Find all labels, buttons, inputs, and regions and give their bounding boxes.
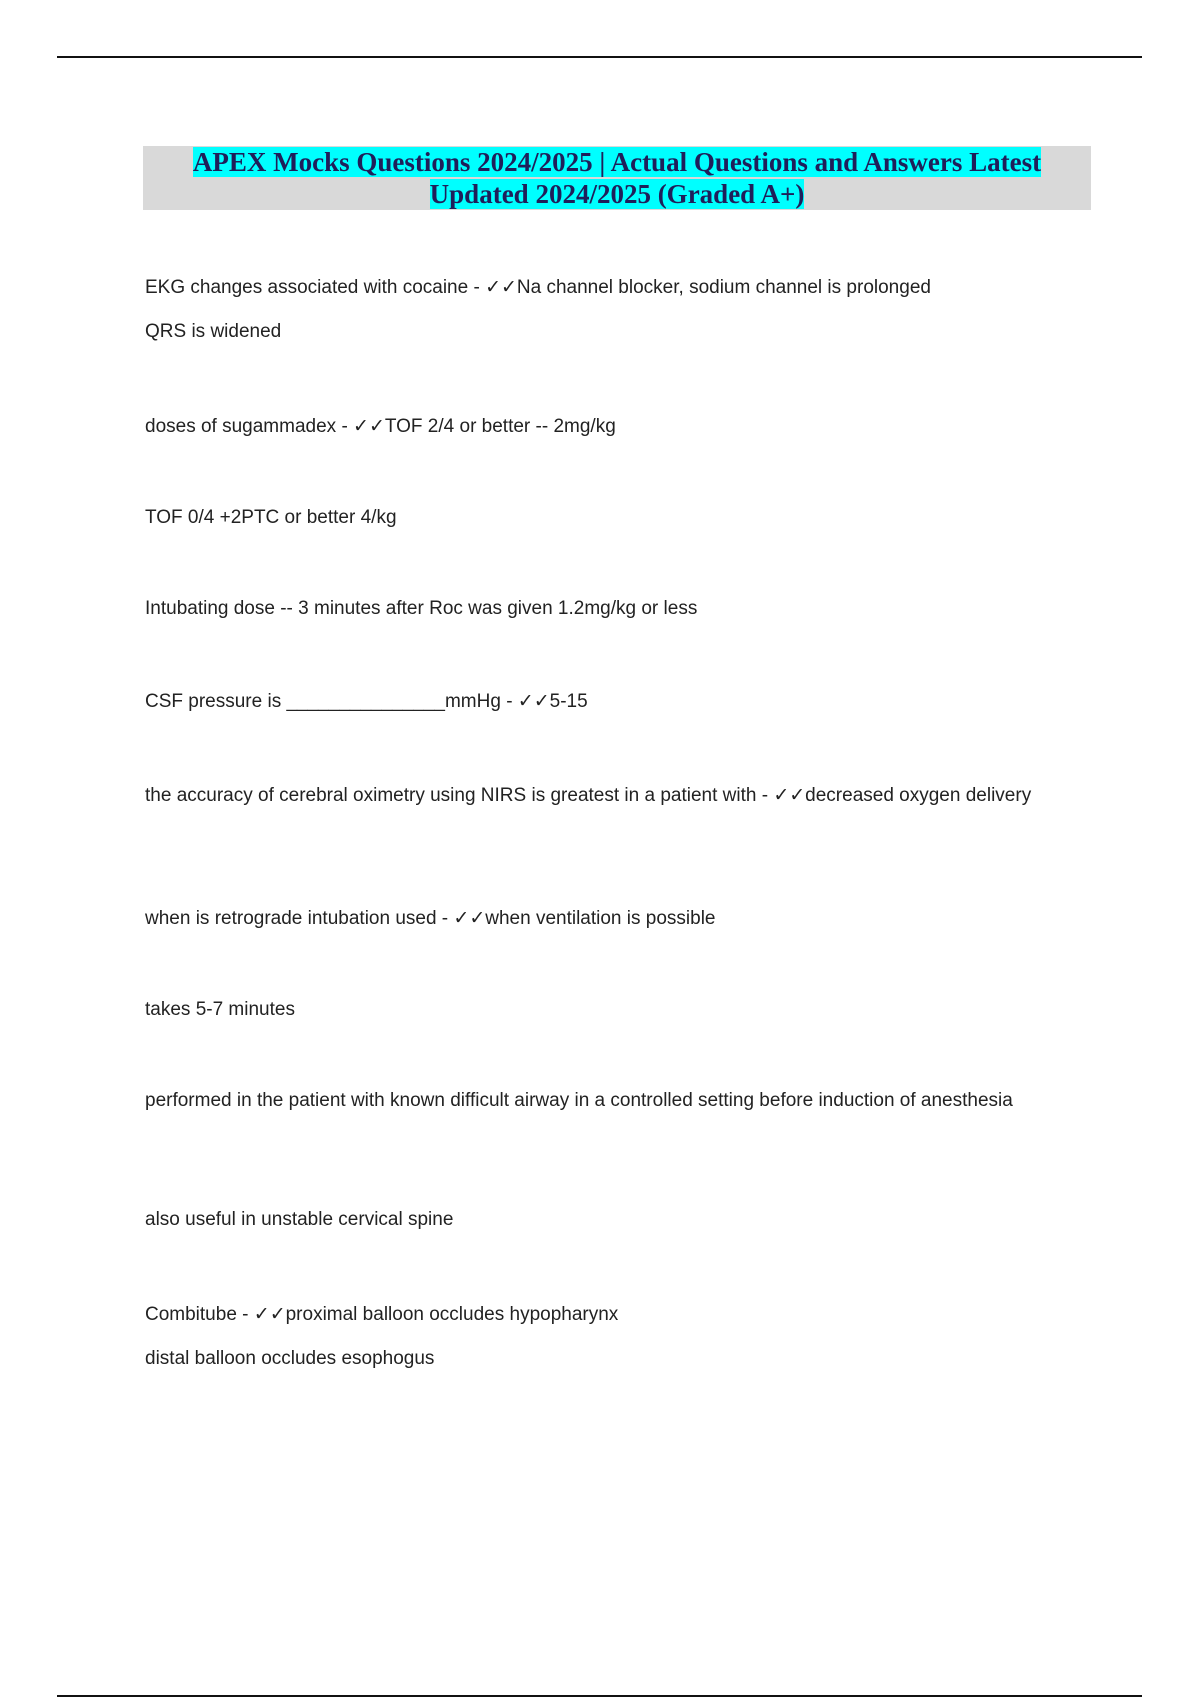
- qa-line: distal balloon occludes esophogus: [145, 1348, 435, 1369]
- qa-line: when is retrograde intubation used - ✓✓when ventilation is possible: [145, 908, 716, 929]
- footer-rule: [57, 1695, 1142, 1697]
- qa-line: Intubating dose -- 3 minutes after Roc was given 1.2mg/kg or less: [145, 598, 698, 619]
- qa-line: takes 5-7 minutes: [145, 999, 295, 1020]
- qa-line: also useful in unstable cervical spine: [145, 1209, 454, 1230]
- qa-line: CSF pressure is _______________mmHg - ✓✓5-15: [145, 691, 588, 712]
- qa-line: doses of sugammadex - ✓✓TOF 2/4 or better -- 2mg/kg: [145, 416, 616, 437]
- qa-line: EKG changes associated with cocaine - ✓✓Na channel blocker, sodium channel is prolonged: [145, 277, 931, 298]
- title-banner: [143, 146, 1091, 210]
- qa-line: Combitube - ✓✓proximal balloon occludes hypopharynx: [145, 1304, 619, 1325]
- qa-line: performed in the patient with known difficult airway in a controlled setting before induction of anesthesia: [145, 1090, 1013, 1111]
- qa-line: the accuracy of cerebral oximetry using NIRS is greatest in a patient with - ✓✓decreased oxygen delivery: [145, 785, 1032, 806]
- qa-line: TOF 0/4 +2PTC or better 4/kg: [145, 507, 397, 528]
- qa-line: QRS is widened: [145, 321, 282, 342]
- document-title-line-1: APEX Mocks Questions 2024/2025 | Actual Questions and Answers Latest: [192, 147, 1042, 177]
- document-title-line-2: Updated 2024/2025 (Graded A+): [429, 179, 805, 209]
- header-rule: [57, 56, 1142, 58]
